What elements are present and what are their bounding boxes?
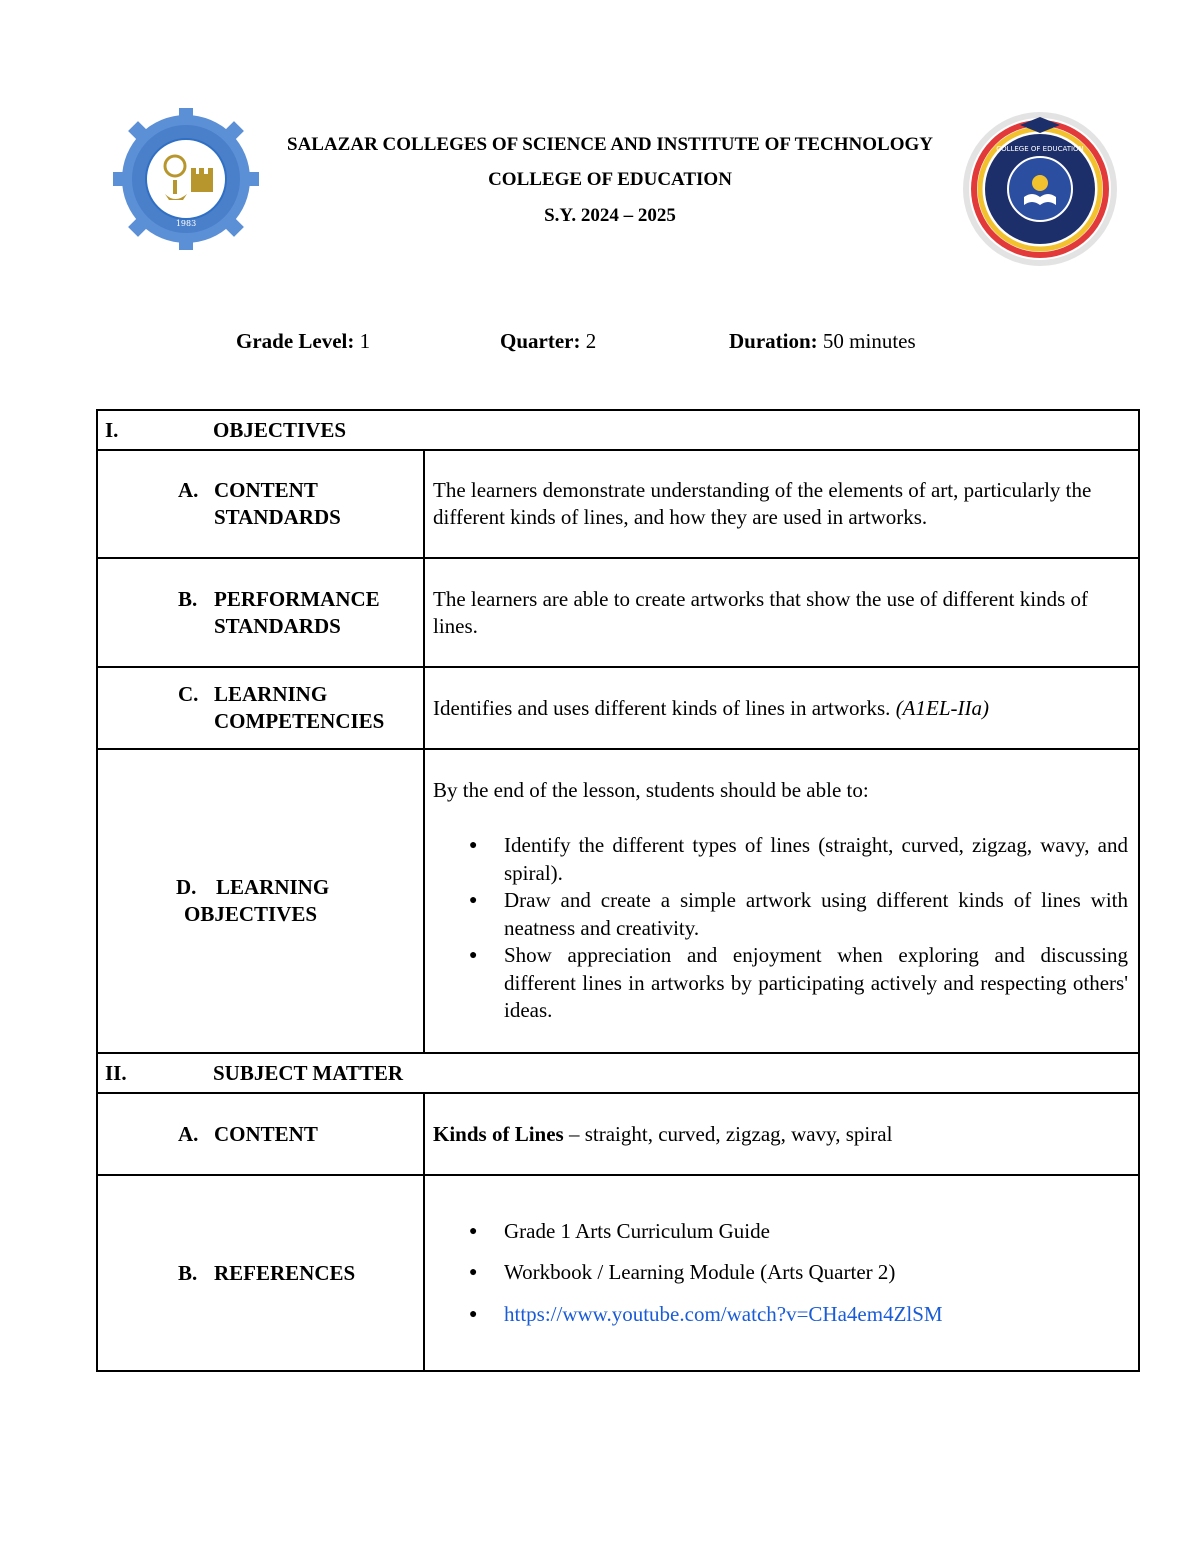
content-standards-text: The learners demonstrate understanding of the elements of art, particularly the different kinds of lines, and how they are used in artworks.: [424, 450, 1139, 558]
row-label: C. LEARNING COMPETENCIES: [178, 682, 385, 733]
lesson-plan-table: [96, 409, 1140, 1372]
row-label: A. CONTENT: [178, 1121, 318, 1146]
content-text: Kinds of Lines – straight, curved, zigzag, wavy, spiral: [424, 1093, 1139, 1175]
youtube-link[interactable]: https://www.youtube.com/watch?v=CHa4em4ZlSM: [504, 1301, 943, 1326]
list-item: ● Identify the different types of lines (straight, curved, zigzag, wavy, and spiral).: [433, 832, 1128, 887]
learning-competencies-row: [97, 667, 1139, 749]
quarter: Quarter: 2: [500, 329, 597, 353]
learning-objectives-content: [424, 749, 1139, 1053]
references-content: [424, 1175, 1139, 1371]
list-item: ● Show appreciation and enjoyment when exploring and discussing different lines in artworks by participating actively and respecting others' ideas.: [433, 942, 1128, 1025]
row-label: D. LEARNING OBJECTIVES: [176, 875, 330, 926]
section-subject-matter: II. SUBJECT MATTER: [97, 1053, 1139, 1093]
references-row: [97, 1175, 1139, 1371]
row-label: B. REFERENCES: [178, 1260, 356, 1285]
college-name: COLLEGE OF EDUCATION: [488, 169, 732, 190]
svg-text:1983: 1983: [175, 219, 197, 228]
duration: Duration: 50 minutes: [729, 329, 916, 353]
college-of-education-logo: [958, 105, 1122, 269]
section-objectives: I. OBJECTIVES: [97, 410, 1139, 450]
performance-standards-row: [97, 558, 1139, 667]
list-item: [433, 1301, 1128, 1329]
content-standards-row: [97, 450, 1139, 558]
competency-code: (A1EL-IIa): [895, 695, 989, 720]
svg-text:COLLEGE OF EDUCATION: COLLEGE OF EDUCATION: [996, 145, 1084, 153]
grade-level: Grade Level: 1: [236, 329, 371, 353]
content-row: [97, 1093, 1139, 1175]
list-item: ● Draw and create a simple artwork using different kinds of lines with neatness and creativity.: [433, 887, 1128, 942]
objectives-intro: By the end of the lesson, students should be able to:: [433, 778, 869, 803]
section-title: OBJECTIVES: [213, 417, 347, 442]
section-title: SUBJECT MATTER: [213, 1060, 404, 1085]
document-header: [0, 0, 1200, 280]
objectives-list: [433, 832, 1128, 1025]
row-label: B. PERFORMANCE STANDARDS: [178, 586, 380, 638]
school-name: SALAZAR COLLEGES OF SCIENCE AND INSTITUTE OF TECHNOLOGY: [287, 134, 933, 155]
row-label: A. CONTENT STANDARDS: [178, 478, 341, 529]
school-year: S.Y. 2024 – 2025: [544, 205, 676, 226]
performance-standards-text: The learners are able to create artworks that show the use of different kinds of lines.: [424, 558, 1139, 667]
references-list: [433, 1218, 1128, 1329]
list-item: ● Workbook / Learning Module (Arts Quarter 2): [433, 1259, 1128, 1287]
learning-competencies-text: Identifies and uses different kinds of lines in artworks. (A1EL-IIa): [424, 667, 1139, 749]
learning-objectives-row: [97, 749, 1139, 1053]
list-item: ● Grade 1 Arts Curriculum Guide: [433, 1218, 1128, 1246]
